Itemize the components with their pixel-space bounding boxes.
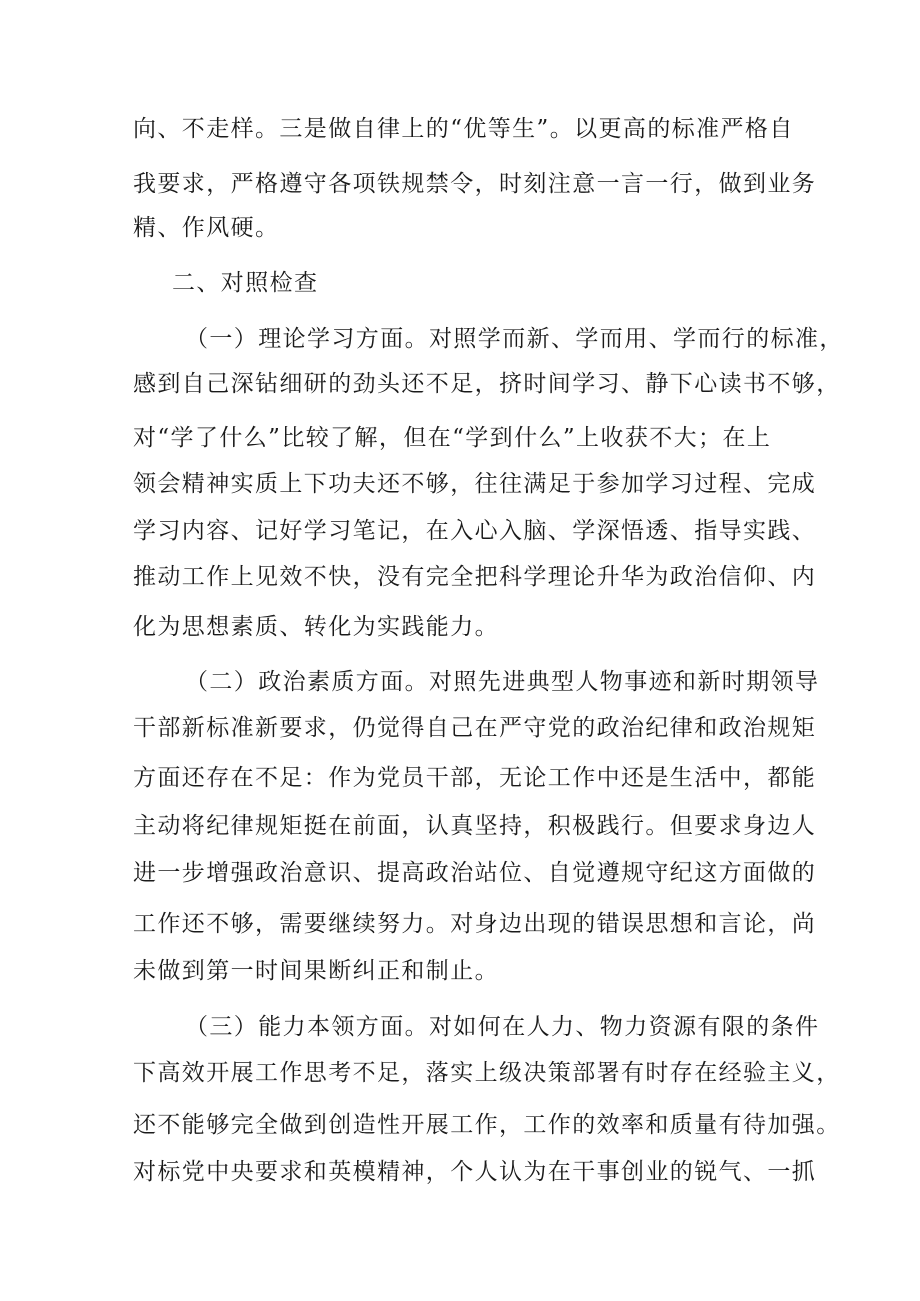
paragraph-line: （三）能力本领方面。对如何在人力、物力资源有限的条件 [185,1014,820,1040]
paragraph-line: 方面还存在不足：作为党员干部，无论工作中还是生活中，都能 [133,765,817,791]
paragraph-line: （二）政治素质方面。对照先进典型人物事迹和新时期领导 [185,669,820,695]
paragraph-line: 学习内容、记好学习笔记，在入心入脑、学深悟透、指导实践、 [133,518,817,544]
paragraph-line: 我要求，严格遵守各项铁规禁令，时刻注意一言一行，做到业务 [133,171,817,197]
paragraph-line: 领会精神实质上下功夫还不够，往往满足于参加学习过程、完成 [133,471,817,497]
paragraph-line: 精、作风硬。 [133,215,280,241]
paragraph-line: 干部新标准新要求，仍觉得自己在严守党的政治纪律和政治规矩 [133,715,817,741]
paragraph-line: （一）理论学习方面。对照学而新、学而用、学而行的标准， [185,326,844,352]
paragraph-line: 感到自己深钻细研的劲头还不足，挤时间学习、静下心读书不够， [133,371,841,397]
paragraph-line: 向、不走样。三是做自律上的“优等生”。以更高的标准严格自 [133,116,794,142]
paragraph-line: 化为思想素质、转化为实践能力。 [133,614,499,640]
section-heading: 二、对照检查 [172,270,319,296]
paragraph-line: 未做到第一时间果断纠正和制止。 [133,958,499,984]
paragraph-line: 对标党中央要求和英模精神，个人认为在干事创业的锐气、一抓 [133,1159,817,1185]
paragraph-line: 下高效开展工作思考不足，落实上级决策部署有时存在经验主义， [133,1060,841,1086]
paragraph-line: 推动工作上见效不快，没有完全把科学理论升华为政治信仰、内 [133,564,817,590]
paragraph-line: 还不能够完全做到创造性开展工作，工作的效率和质量有待加强。 [133,1112,841,1138]
paragraph-line: 进一步增强政治意识、提高政治站位、自觉遵规守纪这方面做的 [133,860,817,886]
paragraph-line: 主动将纪律规矩挺在前面，认真坚持，积极践行。但要求身边人 [133,813,817,839]
paragraph-line: 工作还不够，需要继续努力。对身边出现的错误思想和言论，尚 [133,911,817,937]
paragraph-line: 对“学了什么”比较了解，但在“学到什么”上收获不大；在上 [133,425,772,451]
